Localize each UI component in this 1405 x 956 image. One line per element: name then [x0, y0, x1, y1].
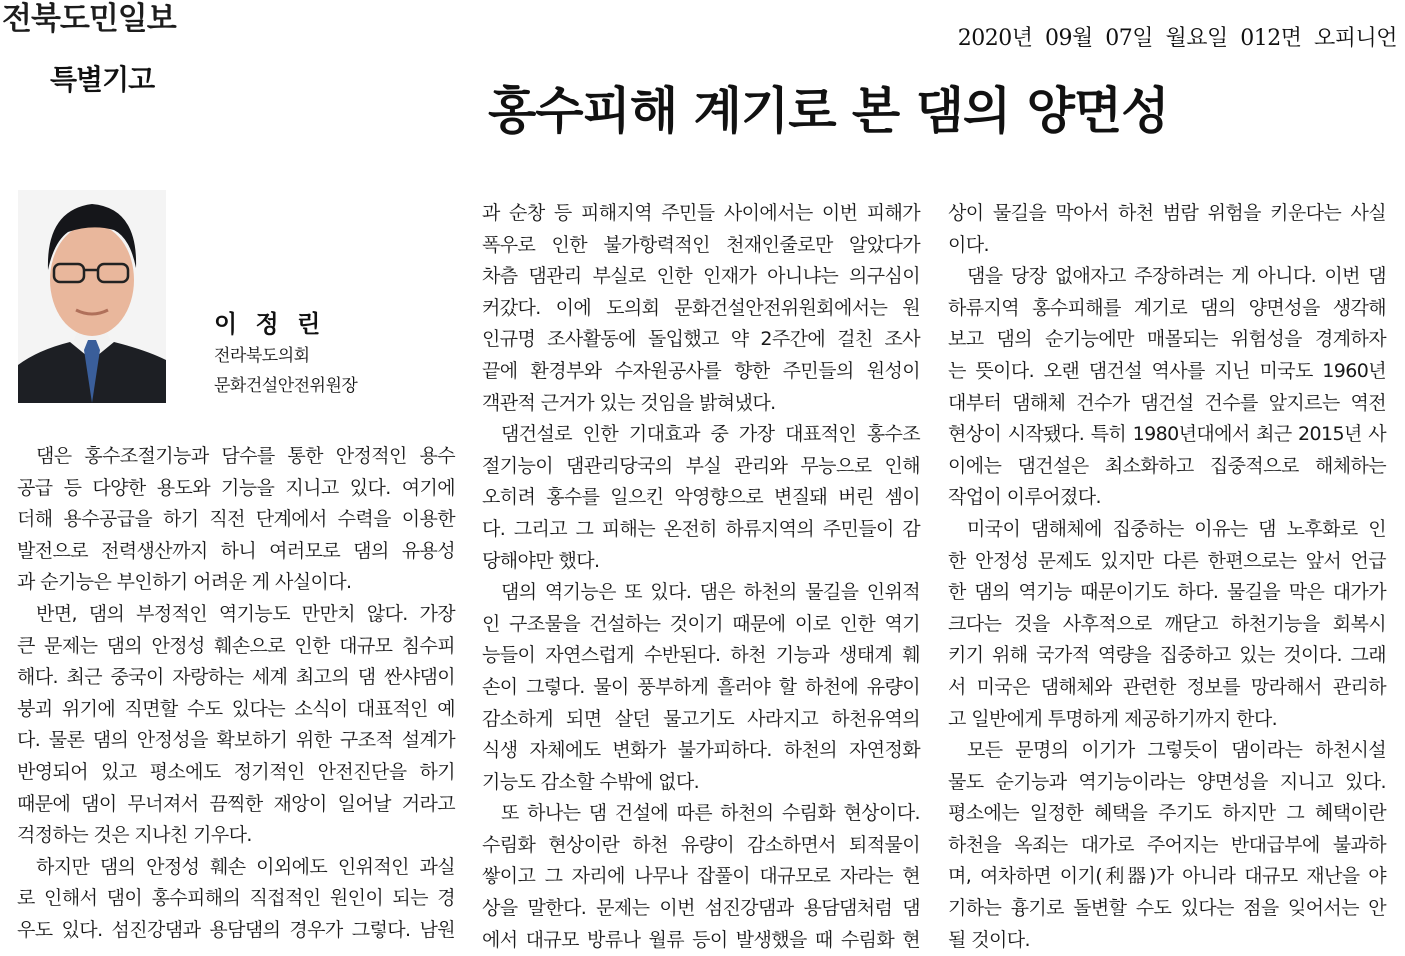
article-text-line: 이다.	[948, 233, 989, 256]
article-text-line: 미국이 댐해체에 집중하는 이유는 댐 노후화로 인	[967, 517, 1386, 540]
article-text-line: 더해 용수공급을 하기 직전 단계에서 수력을 이용한	[17, 508, 455, 531]
article-text-line: 한 안정성 문제도 있지만 다른 한편으로는 앞서 언급	[948, 549, 1386, 572]
article-text-line: 에서 대규모 방류나 월류 등이 발생했을 때 수림화 현	[482, 928, 920, 951]
article-text-line: 키기 위해 국가적 역량을 집중하고 있는 것이다. 그래	[948, 644, 1386, 667]
article-text-line: 이에는 댐건설은 최소화하고 집중적으로 해체하는	[948, 454, 1386, 477]
article-text-line: 반면, 댐의 부정적인 역기능도 만만치 않다. 가장	[36, 602, 455, 625]
article-text-line: 과 순창 등 피해지역 주민들 사이에서는 이번 피해가	[482, 202, 920, 224]
article-text-line: 며, 여차하면 이기(利器)가 아니라 대규모 재난을 야	[948, 865, 1386, 888]
author-byline	[214, 307, 357, 401]
article-text-line: 쌓이고 그 자리에 나무나 잡풀이 대규모로 자라는 현	[482, 865, 920, 888]
article-text-line: 는 뜻이다. 오랜 댐건설 역사를 지닌 미국도 1960년	[948, 359, 1386, 382]
article-text-line: 객관적 근거가 있는 것임을 밝혀냈다.	[482, 391, 776, 414]
article-text-line: 상이 물길을 막아서 하천 범람 위험을 키운다는 사실	[948, 202, 1386, 224]
article-text-line: 하류지역 홍수피해를 계기로 댐의 양면성을 생각해	[948, 296, 1386, 319]
article-text-line: 크다는 것을 사후적으로 깨닫고 하천기능을 회복시	[948, 612, 1386, 635]
article-text-line: 현상이 시작됐다. 특히 1980년대에서 최근 2015년 사	[948, 423, 1386, 446]
author-organization: 전라북도의회	[214, 346, 310, 366]
article-headline: 홍수피해 계기로 본 댐의 양면성	[488, 82, 1169, 140]
article-text-line: 상을 말한다. 문제는 이번 섬진강댐과 용담댐처럼 댐	[482, 897, 920, 920]
article-text-line: 공급 등 다양한 용도와 기능을 지니고 있다. 여기에	[17, 476, 455, 499]
article-text-line: 기능도 감소할 수밖에 없다.	[482, 770, 700, 793]
article-text-line: 발전으로 전력생산까지 하니 여러모로 댐의 유용성	[17, 539, 455, 562]
article-text-line: 다. 물론 댐의 안정성을 확보하기 위한 구조적 설계가	[17, 729, 455, 752]
article-text-line: 한 댐의 역기능 때문이기도 하다. 물길을 막은 대가가	[948, 581, 1386, 604]
article-column-3	[948, 198, 1386, 956]
article-text-line: 반영되어 있고 평소에도 정기적인 안전진단을 하기	[17, 760, 455, 783]
article-text-line: 다. 그리고 그 피해는 온전히 하류지역의 주민들이 감	[482, 517, 920, 540]
author-role: 문화건설안전위원장	[214, 376, 358, 396]
article-text-line: 인규명 조사활동에 돌입했고 약 2주간에 걸친 조사	[482, 328, 920, 351]
article-text-line: 손이 그렇다. 물이 풍부하게 흘러야 할 하천에 유량이	[482, 675, 920, 698]
article-text-line: 기하는 흉기로 돌변할 수도 있다는 점을 잊어서는 안	[948, 897, 1386, 920]
article-text-line: 걱정하는 것은 지나친 기우다.	[17, 824, 252, 847]
article-text-line: 물도 순기능과 역기능이라는 양면성을 지니고 있다.	[948, 770, 1386, 793]
article-text-line: 당해야만 했다.	[482, 549, 600, 572]
article-text-line: 또 하나는 댐 건설에 따른 하천의 수림화 현상이다.	[501, 802, 920, 825]
author-portrait	[18, 190, 166, 403]
article-text-line: 끝에 환경부와 수자원공사를 향한 주민들의 원성이	[482, 359, 920, 382]
article-text-line: 댐의 역기능은 또 있다. 댐은 하천의 물길을 인위적	[501, 581, 920, 604]
article-text-line: 해다. 최근 중국이 자랑하는 세계 최고의 댐 싼샤댐이	[17, 666, 455, 689]
article-text-line: 댐을 당장 없애자고 주장하려는 게 아니다. 이번 댐	[967, 265, 1386, 288]
article-text-line: 과 순기능은 부인하기 어려운 게 사실이다.	[17, 571, 352, 594]
article-text-line: 서 미국은 댐해체와 관련한 정보를 망라해서 관리하	[948, 675, 1386, 698]
article-text-line: 평소에는 일정한 혜택을 주기도 하지만 그 혜택이란	[948, 802, 1386, 825]
author-name: 이 정 린	[214, 310, 326, 338]
article-text-line: 오히려 홍수를 일으킨 악영향으로 변질돼 버린 셈이	[482, 486, 920, 509]
article-text-line: 댐건설로 인한 기대효과 중 가장 대표적인 홍수조	[501, 423, 920, 446]
article-text-line: 붕괴 위기에 직면할 수도 있다는 소식이 대표적인 예	[17, 697, 455, 720]
article-text-line: 작업이 이루어졌다.	[948, 486, 1101, 509]
article-text-line: 로 인해서 댐이 홍수피해의 직접적인 원인이 되는 경	[17, 887, 455, 910]
article-text-line: 하천을 옥죄는 대가로 주어지는 반대급부에 불과하	[948, 833, 1386, 856]
article-text-line: 절기능이 댐관리당국의 부실 관리와 무능으로 인해	[482, 454, 920, 477]
article-text-line: 커갔다. 이에 도의회 문화건설안전위원회에서는 원	[482, 296, 920, 319]
article-text-line: 고 일반에게 투명하게 제공하기까지 한다.	[948, 707, 1278, 730]
article-text-line: 큰 문제는 댐의 안정성 훼손으로 인한 대규모 침수피	[17, 634, 455, 657]
section-label: 특별기고	[50, 63, 155, 96]
article-text-line: 인 구조물을 건설하는 것이기 때문에 이로 인한 역기	[482, 612, 920, 635]
article-text-line: 감소하게 되면 살던 물고기도 사라지고 하천유역의	[482, 707, 920, 730]
article-column-1	[17, 441, 455, 947]
article-text-line: 차츰 댐관리 부실로 인한 인재가 아니냐는 의구심이	[482, 265, 920, 288]
article-text-line: 하지만 댐의 안정성 훼손 이외에도 인위적인 과실	[36, 855, 455, 878]
article-text-line: 능들이 자연스럽게 수반된다. 하천 기능과 생태계 훼	[482, 644, 920, 667]
portrait-illustration-icon	[18, 190, 166, 403]
article-column-2	[482, 198, 920, 956]
article-text-line: 모든 문명의 이기가 그렇듯이 댐이라는 하천시설	[967, 739, 1386, 762]
article-text-line: 식생 자체에도 변화가 불가피하다. 하천의 자연정화	[482, 739, 920, 762]
article-text-line: 보고 댐의 순기능에만 매몰되는 위험성을 경계하자	[948, 328, 1386, 351]
article-text-line: 수림화 현상이란 하천 유량이 감소하면서 퇴적물이	[482, 833, 920, 856]
masthead-logo: 전북도민일보	[2, 1, 176, 37]
article-text-line: 대부터 댐해체 건수가 댐건설 건수를 앞지르는 역전	[948, 391, 1386, 414]
dateline: 2020년 09월 07일 월요일 012면 오피니언	[957, 26, 1397, 51]
article-text-line: 댐은 홍수조절기능과 담수를 통한 안정적인 용수	[36, 445, 455, 467]
article-text-line: 폭우로 인한 불가항력적인 천재인줄로만 알았다가	[482, 233, 920, 256]
article-text-line: 때문에 댐이 무너져서 끔찍한 재앙이 일어날 거라고	[17, 792, 455, 815]
article-text-line: 될 것이다.	[948, 928, 1030, 951]
article-text-line: 우도 있다. 섬진강댐과 용담댐의 경우가 그렇다. 남원	[17, 918, 455, 941]
